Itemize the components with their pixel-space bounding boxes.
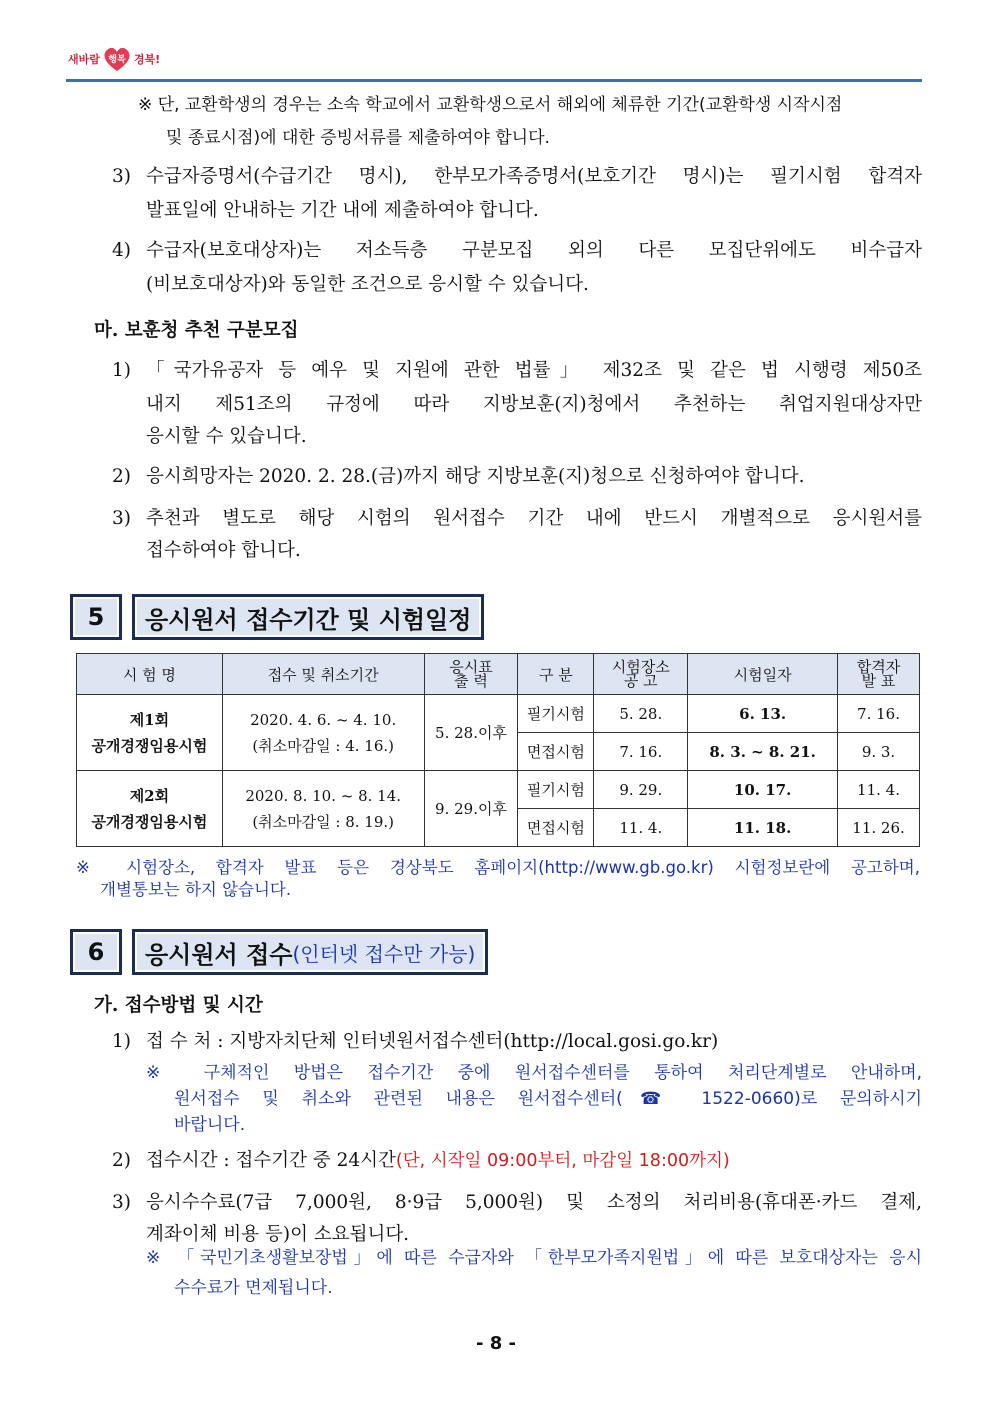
exam-1-name xyxy=(77,695,223,771)
section-5-number: 5 xyxy=(70,594,122,640)
table-row xyxy=(77,771,920,809)
header-result-line2: 발 표 xyxy=(861,672,896,690)
ma-item-1-line1: 「국가유공자 등 예우 및 지원에 관한 법률」 제32조 및 같은 법 시행령 제50조 xyxy=(146,360,922,381)
header-rule xyxy=(66,79,922,82)
item-4-line1: 수급자(보호대상자)는 저소득층 구분모집 외의 다른 모집단위에도 비수급자 xyxy=(146,240,922,261)
table-header-row xyxy=(77,654,920,695)
exam-1-written-date: 6. 13. xyxy=(688,695,838,733)
ma-item-3-line2: 접수하여야 합니다. xyxy=(146,540,301,561)
s6-item-1-text: 접 수 처 : 지방자치단체 인터넷원서접수센터(http://local.gosi.go.kr) xyxy=(146,1031,719,1052)
item-4-number: 4) xyxy=(112,240,131,261)
exam-2-period xyxy=(222,771,424,847)
ma-item-3-number: 3) xyxy=(112,508,131,529)
exam-1-card: 5. 28.이후 xyxy=(424,695,518,771)
exam-1-written-result: 7. 16. xyxy=(838,695,920,733)
exam-1-period-line1: 2020. 4. 6. ~ 4. 10. xyxy=(250,710,397,729)
exam-1-interview-venue: 7. 16. xyxy=(594,733,688,771)
exam-2-period-line1: 2020. 8. 10. ~ 8. 14. xyxy=(245,786,402,805)
section-6-title: 응시원서 접수 xyxy=(145,940,293,969)
section-6-title-box xyxy=(132,929,488,975)
s6-item-2-highlight: (단, 시작일 09:00부터, 마감일 18:00까지) xyxy=(395,1151,730,1171)
header-card-line2: 출 력 xyxy=(454,672,488,690)
exam-1-period xyxy=(222,695,424,771)
section-5-title: 응시원서 접수기간 및 시험일정 xyxy=(132,594,484,640)
ma-item-1-line2: 내지 제51조의 규정에 따라 지방보훈(지)청에서 추천하는 취업지원대상자만 xyxy=(146,394,922,415)
s6-item-3-note-line2: 수수료가 면제됩니다. xyxy=(174,1278,333,1298)
exam-1-interview-date: 8. 3. ~ 8. 21. xyxy=(688,733,838,771)
section-6-heading xyxy=(70,929,488,975)
exam-2-interview-type: 면접시험 xyxy=(518,809,594,847)
s6-item-2-text: 접수시간 : 접수기간 중 24시간 xyxy=(146,1150,396,1171)
header-venue-line2: 공 고 xyxy=(623,672,658,690)
exam-2-written-date: 10. 17. xyxy=(688,771,838,809)
s6-item-1-number: 1) xyxy=(112,1031,131,1052)
exam-2-interview-date: 11. 18. xyxy=(688,809,838,847)
section-6-number: 6 xyxy=(70,929,122,975)
exam-2-card: 9. 29.이후 xyxy=(424,771,518,847)
exam-1-name-line2: 공개경쟁임용시험 xyxy=(91,736,208,755)
exam-1-written-venue: 5. 28. xyxy=(594,695,688,733)
s6-item-3-line1: 응시수수료(7급 7,000원, 8·9급 5,000원) 및 소정의 처리비용(휴대폰·카드 결제, xyxy=(146,1192,922,1213)
logo-suffix: 경북! xyxy=(133,53,161,66)
section-5-heading xyxy=(70,594,484,640)
exchange-student-note-line2: 및 종료시점)에 대한 증빙서류를 제출하여야 합니다. xyxy=(166,128,550,148)
section-ma-title: 마. 보훈청 추천 구분모집 xyxy=(94,320,299,341)
header-result xyxy=(838,654,920,695)
s6-item-2-number: 2) xyxy=(112,1150,131,1171)
logo-heart-text: 행복 xyxy=(108,55,126,65)
s6-item-3-note-line1: ※ 「국민기초생활보장법」에 따른 수급자와 「한부모가족지원법」에 따른 보호대상자는 응시 xyxy=(146,1248,922,1268)
s6-item-1-note-line2: 원서접수 및 취소와 관련된 내용은 원서접수센터(☎ 1522-0660)로 문의하시기 xyxy=(174,1089,922,1109)
exam-2-written-result: 11. 4. xyxy=(838,771,920,809)
page-number: - 8 - xyxy=(476,1333,516,1354)
exam-2-interview-venue: 11. 4. xyxy=(594,809,688,847)
s6-item-3-line2: 계좌이체 비용 등)이 소요됩니다. xyxy=(146,1224,410,1245)
ma-item-1-number: 1) xyxy=(112,360,131,381)
exam-2-name-line1: 제2회 xyxy=(129,786,170,805)
header-venue-line1: 시험장소 xyxy=(611,658,670,676)
s6-item-1-note-line3: 바랍니다. xyxy=(174,1115,246,1135)
logo-prefix: 새바람 xyxy=(68,53,100,66)
header-logo xyxy=(68,46,160,72)
exam-2-written-venue: 9. 29. xyxy=(594,771,688,809)
exam-1-written-type: 필기시험 xyxy=(518,695,594,733)
sub-a-title: 가. 접수방법 및 시간 xyxy=(94,995,263,1016)
exam-2-period-line2: (취소마감일 : 8. 19.) xyxy=(252,812,395,831)
item-3-number: 3) xyxy=(112,166,131,187)
item-3-line2: 발표일에 안내하는 기간 내에 제출하여야 합니다. xyxy=(146,200,539,221)
item-4-line2: (비보호대상자)와 동일한 조건으로 응시할 수 있습니다. xyxy=(146,274,589,295)
section-5-note-line1: ※ 시험장소, 합격자 발표 등은 경상북도 홈페이지(http://www.gb.go.kr) 시험정보란에 공고하며, xyxy=(76,858,920,877)
header-admission-card xyxy=(424,654,518,695)
exam-1-period-line2: (취소마감일 : 4. 16.) xyxy=(252,736,395,755)
header-result-line1: 합격자 xyxy=(856,658,901,676)
s6-item-2-line xyxy=(146,1144,730,1178)
exam-1-name-line1: 제1회 xyxy=(129,710,170,729)
exam-2-written-type: 필기시험 xyxy=(518,771,594,809)
header-period: 접수 및 취소기간 xyxy=(222,654,424,695)
heart-icon xyxy=(102,46,132,72)
s6-item-1-note-line1: ※ 구체적인 방법은 접수기간 중에 원서접수센터를 통하여 처리단계별로 안내하며, xyxy=(146,1063,922,1083)
exam-1-interview-type: 면접시험 xyxy=(518,733,594,771)
section-5-note-line2: 개별통보는 하지 않습니다. xyxy=(100,880,292,899)
ma-item-2-number: 2) xyxy=(112,466,131,487)
exam-2-name-line2: 공개경쟁임용시험 xyxy=(91,812,208,831)
table-row xyxy=(77,695,920,733)
header-exam-date: 시험일자 xyxy=(688,654,838,695)
header-venue-notice xyxy=(594,654,688,695)
exam-2-name xyxy=(77,771,223,847)
exchange-student-note-line1: ※ 단, 교환학생의 경우는 소속 학교에서 교환학생으로서 해외에 체류한 기간(교환학생 시작시점 xyxy=(138,95,843,115)
exam-1-interview-result: 9. 3. xyxy=(838,733,920,771)
header-exam-name: 시 험 명 xyxy=(77,654,223,695)
ma-item-2-line1: 응시희망자는 2020. 2. 28.(금)까지 해당 지방보훈(지)청으로 신청하여야 합니다. xyxy=(146,466,805,487)
header-card-line1: 응시표 xyxy=(449,658,493,676)
header-type: 구 분 xyxy=(518,654,594,695)
s6-item-3-number: 3) xyxy=(112,1192,131,1213)
item-3-line1: 수급자증명서(수급기간 명시), 한부모가족증명서(보호기간 명시)는 필기시험 합격자 xyxy=(146,166,922,187)
exam-schedule-table xyxy=(76,653,920,847)
exam-2-interview-result: 11. 26. xyxy=(838,809,920,847)
section-6-subtitle: (인터넷 접수만 가능) xyxy=(292,941,476,966)
ma-item-1-line3: 응시할 수 있습니다. xyxy=(146,426,307,447)
ma-item-3-line1: 추천과 별도로 해당 시험의 원서접수 기간 내에 반드시 개별적으로 응시원서를 xyxy=(146,508,922,529)
